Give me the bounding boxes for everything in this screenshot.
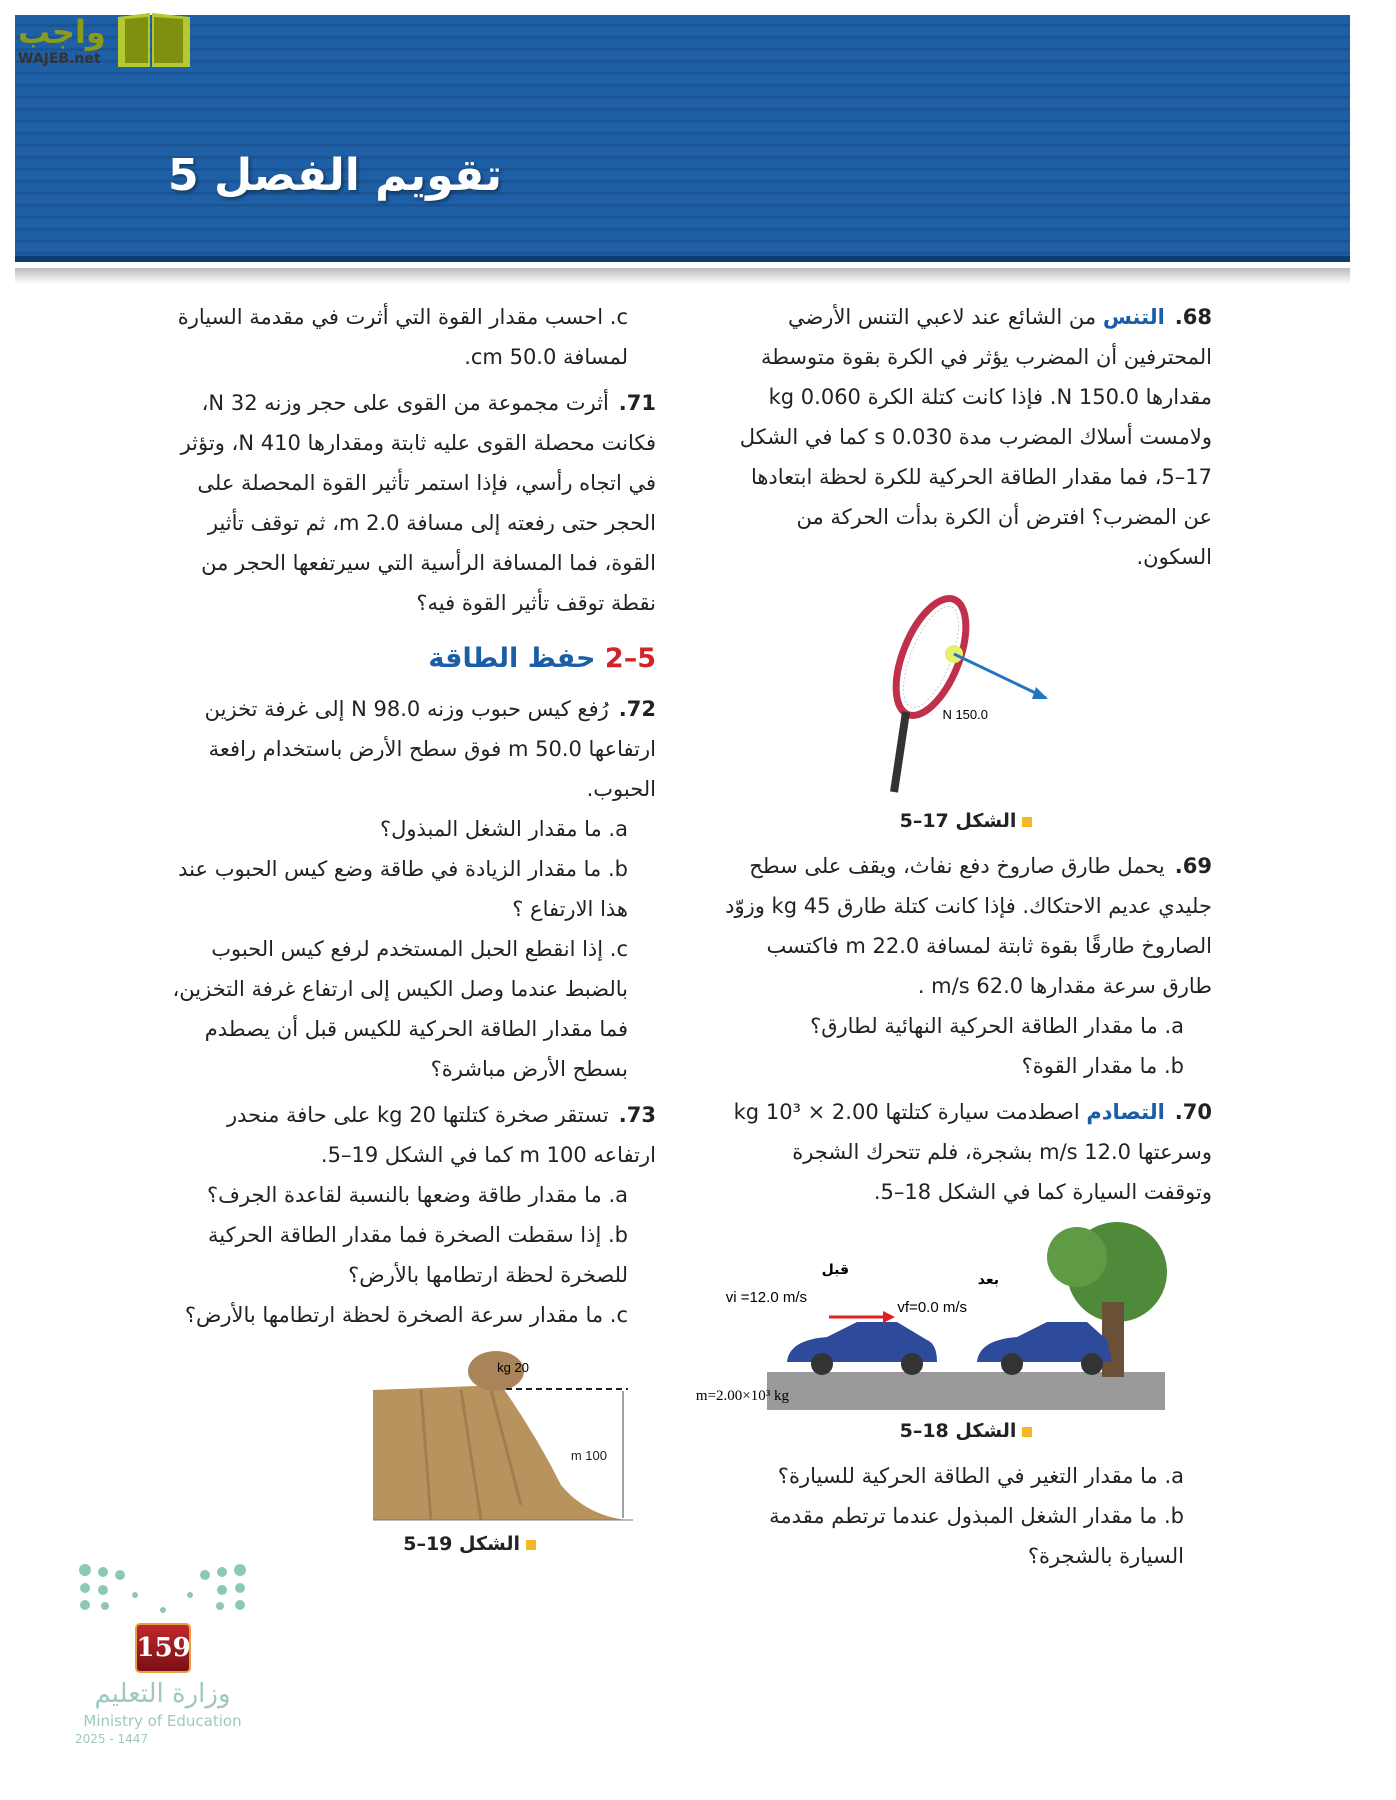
svg-text:واجب: واجب: [18, 13, 106, 51]
header-shadow: [15, 268, 1350, 284]
final-velocity-label: vf=0.0 m/s: [897, 1299, 967, 1316]
initial-velocity-label: vi =12.0 m/s: [725, 1289, 807, 1306]
tennis-racket-figure: [866, 587, 1066, 802]
question-70: 70.التصادم اصطدمت سيارة كتلتها 2.00 × 10³ kg وسرعتها 12.0 m/s بشجرة، فلم تتحرك الشجرة وتوقفت السيارة كما في الشكل 18–5.: [733, 1100, 1212, 1204]
left-column: [164, 297, 656, 1569]
wajeb-logo: [10, 5, 190, 70]
svg-text:WAJEB.net: WAJEB.net: [18, 51, 101, 67]
cliff-figure: [371, 1345, 656, 1525]
before-label: قبل: [821, 1262, 849, 1278]
page-title: تقويم الفصل 5: [168, 150, 502, 201]
ministry-logo: [75, 1560, 250, 1747]
question-70c: c. احسب مقدار القوة التي أثرت في مقدمة السيارة لمسافة 50.0 cm.: [177, 305, 628, 369]
ministry-name-en: Ministry of Education: [83, 1712, 242, 1730]
right-column: [695, 297, 1212, 1582]
question-68: 68.التنس من الشائع عند لاعبي التنس الأرضي المحترفين أن المضرب يؤثر في الكرة بقوة متوسطة مقدارها 150.0 N. فإذا كانت كتلة الكرة 0.060 kg ولامست أسلاك المضرب مدة 0.030 s كما في الشكل 17–5، فما مقدار الطاقة الحركية للكرة لحظة ابتعادها عن المضرب؟ افترض أن الكرة بدأت الحركة من السكون.: [739, 305, 1212, 569]
ministry-dots-icon: [75, 1560, 250, 1615]
rock-mass-label: 20 kg: [497, 1360, 529, 1375]
car-crash-figure: [695, 1222, 1165, 1412]
mass-label: m=2.00×10³ kg: [695, 1388, 789, 1404]
after-label: بعد: [977, 1272, 999, 1288]
question-73: 73.تستقر صخرة كتلتها 20 kg على حافة منحدر ارتفاعه 100 m كما في الشكل 19–5. a. ما مقدار طاقة وضعها بالنسبة لقاعدة الجرف؟ b. إذا سقطت الصخرة فما مقدار الطاقة الحركية للصخرة لحظة ارتطامها بالأرض؟ c. ما مقدار سرعة الصخرة لحظة ارتطامها بالأرض؟: [184, 1103, 656, 1327]
cliff-height-label: 100 m: [570, 1448, 607, 1463]
chapter-header-band: [15, 15, 1350, 262]
figure-19-caption: الشكل 19–5: [164, 1529, 656, 1559]
ministry-name-ar: وزارة التعليم: [94, 1679, 231, 1709]
question-71: 71.أثرت مجموعة من القوى على حجر وزنه 32 N، فكانت محصلة القوى عليه ثابتة ومقدارها 410 N، وتؤثر في اتجاه رأسي، فإذا استمر تأثير القوة المحصلة على الحجر حتى رفعته إلى مسافة 2.0 m، ثم توقف تأثير القوة، فما المسافة الرأسية التي سيرتفعها الحجر من نقطة توقف تأثير القوة فيه؟: [180, 391, 656, 615]
section-heading: 5–2 حفظ الطاقة: [428, 643, 656, 674]
question-70-parts: a. ما مقدار التغير في الطاقة الحركية للسيارة؟ b. ما مقدار الشغل المبذول عندما ترتطم مقدمة السيارة بالشجرة؟: [769, 1464, 1184, 1568]
ministry-year: 2025 - 1447: [75, 1732, 149, 1746]
figure-17-caption: الشكل 17–5: [720, 806, 1212, 836]
force-label: 150.0 N: [942, 707, 988, 722]
page-number: 159: [135, 1623, 191, 1673]
question-72: 72.رُفع كيس حبوب وزنه 98.0 N إلى غرفة تخزين ارتفاعها 50.0 m فوق سطح الأرض باستخدام رافعة الحبوب. a. ما مقدار الشغل المبذول؟ b. ما مقدار الزيادة في طاقة وضع كيس الحبوب عند هذا الارتفاع ؟ c. إذا انقطع الحبل المستخدم لرفع كيس الحبوب بالضبط عندما وصل الكيس إلى ارتفاع غرفة التخزين، فما مقدار الطاقة الحركية للكيس قبل أن يصطدم بسطح الأرض مباشرة؟: [172, 697, 656, 1081]
figure-18-caption: الشكل 18–5: [720, 1416, 1212, 1446]
question-69: 69.يحمل طارق صاروخ دفع نفاث، ويقف على سطح جليدي عديم الاحتكاك. فإذا كانت كتلة طارق 45 kg وزوّد الصاروخ طارقًا بقوة ثابتة لمسافة 22.0 m فاكتسب طارق سرعة مقدارها 62.0 m/s . a. ما مقدار الطاقة الحركية النهائية لطارق؟ b. ما مقدار القوة؟: [725, 854, 1212, 1078]
